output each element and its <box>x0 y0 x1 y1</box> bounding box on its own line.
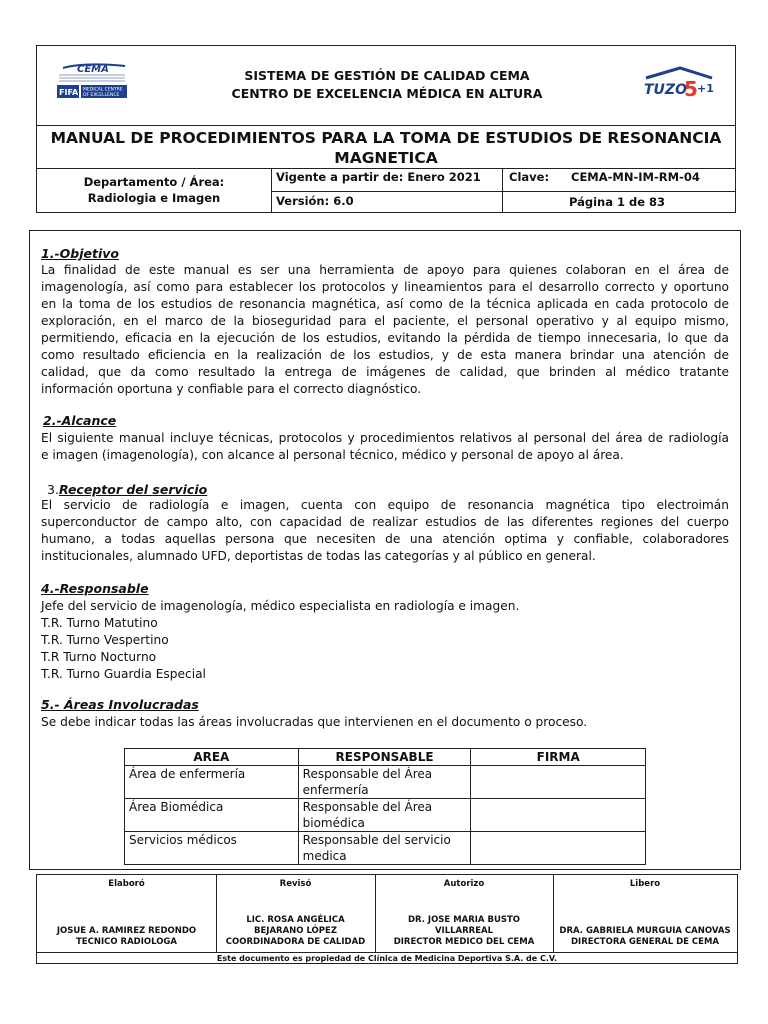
table-row <box>125 832 646 865</box>
column-header: FIRMA <box>471 749 646 766</box>
area-cell: Área Biomédica <box>125 799 299 832</box>
dept-value: Radiologia e Imagen <box>87 191 221 205</box>
signature-footer <box>36 874 738 964</box>
areas-table <box>124 748 646 865</box>
property-notice: Este documento es propiedad de Clínica de Medicina Deportiva S.A. de C.V. <box>37 952 737 965</box>
section-heading-receptor: 3.Receptor del servicio <box>47 482 208 497</box>
org-title: SISTEMA DE GESTIÓN DE CALIDAD CEMA <box>244 68 530 83</box>
area-cell: Área de enfermería <box>125 766 299 799</box>
cema-logo <box>55 60 129 100</box>
receptor-paragraph: El servicio de radiología e imagen, cuenta con equipo de resonancia magnética tipo electroimán superconductor de campo alto, con capacidad de realizar estudios de las diferentes regiones del cuerpo humano, a todas aquellas persona que necesiten de una atención optima y confiable, colaboradores institucionales, alumnado UFD, deportistas de todas las categorías y al público en general. <box>41 498 729 563</box>
clave-value: CEMA-MN-IM-RM-04 <box>571 170 700 184</box>
header-divider <box>271 168 272 212</box>
section-heading-areas: 5.- Áreas Involucradas <box>41 697 199 712</box>
responsable-cell: Responsable del Área enfermería <box>298 766 471 799</box>
footer-col-libero: Libero DRA. GABRIELA MURGUIA CANOVAS DIRECTORA GENERAL DE CEMA <box>559 879 731 947</box>
svg-text:MEDICAL CENTRE: MEDICAL CENTRE <box>83 87 123 93</box>
header-divider <box>37 168 735 169</box>
svg-text:CEMA: CEMA <box>77 64 109 75</box>
vigente-text: Vigente a partir de: Enero 2021 <box>276 170 481 184</box>
org-subtitle: CENTRO DE EXCELENCIA MÉDICA EN ALTURA <box>231 86 543 101</box>
svg-text:+1: +1 <box>697 82 714 95</box>
section-heading-responsable: 4.-Responsable <box>41 581 149 596</box>
areas-intro: Se debe indicar todas las áreas involucradas que intervienen en el documento o proceso. <box>41 715 588 729</box>
svg-text:FIFA: FIFA <box>59 88 79 97</box>
firma-cell[interactable] <box>471 832 646 865</box>
table-header-row <box>125 749 646 766</box>
header-divider <box>271 191 735 192</box>
responsable-cell: Responsable del Área biomédica <box>298 799 471 832</box>
area-cell: Servicios médicos <box>125 832 299 865</box>
firma-cell[interactable] <box>471 766 646 799</box>
version-text: Versión: 6.0 <box>276 194 354 208</box>
responsable-cell: Responsable del servicio medica <box>298 832 471 865</box>
svg-text:OF EXCELLENCE: OF EXCELLENCE <box>83 93 120 98</box>
footer-col-elaboro: Elaboró JOSUE A. RAMIREZ REDONDO TECNICO RADIOLOGA <box>37 875 217 952</box>
responsable-list: Jefe del servicio de imagenología, médico especialista en radiología e imagen. T.R. Turno Matutino T.R. Turno Vespertino T.R Turno Nocturno T.R. Turno Guardia Especial <box>41 599 520 681</box>
section-heading-alcance: 2.-Alcance <box>43 413 117 428</box>
table-row <box>125 766 646 799</box>
column-header: AREA <box>125 749 299 766</box>
manual-title: MANUAL DE PROCEDIMIENTOS PARA LA TOMA DE ESTUDIOS DE RESONANCIA MAGNETICA <box>50 129 722 167</box>
header-divider <box>37 125 735 126</box>
objetivo-paragraph: La finalidad de este manual es ser una herramienta de apoyo para quienes colaboran en el área de imagenología, así como para establecer los protocolos y lineamientos para el desarrollo correcto y oportuno en la toma de los estudios de resonancia magnética, así como de la técnica aplicada en cada protocolo de exploración, en el marco de la bioseguridad para el paciente, el personal operativo y al equipo mismo, permitiendo, eficacia en la ejecución de los estudios, evitando la pérdida de tiempo innecesaria, lo que da como resultado eficiencia en la realización de los estudios, y de esta manera brindar una atención de calidad, que da como resultado la entrega de imágenes de calidad, que brinden al médico tratante información oportuna y confiable para el correcto diagnóstico. <box>41 263 729 396</box>
section-heading-objetivo: 1.-Objetivo <box>41 246 119 261</box>
svg-text:TUZO: TUZO <box>644 82 687 98</box>
document-header <box>36 45 736 213</box>
footer-col-reviso: Revisó LIC. ROSA ANGÉLICA BEJARANO LÓPEZ COORDINADORA DE CALIDAD <box>216 875 376 952</box>
dept-label: Departamento / Área: <box>83 175 225 189</box>
svg-text:5: 5 <box>684 77 698 100</box>
clave-label: Clave: <box>509 170 550 184</box>
firma-cell[interactable] <box>471 799 646 832</box>
page-number: Página 1 de 83 <box>569 195 666 209</box>
tuzos-logo <box>640 64 716 100</box>
column-header: RESPONSABLE <box>298 749 471 766</box>
table-row <box>125 799 646 832</box>
header-divider <box>502 168 503 212</box>
alcance-paragraph: El siguiente manual incluye técnicas, protocolos y procedimientos relativos al personal del área de radiología e imagen (imagenología), con alcance al personal técnico, médico y personal de apoyo al área. <box>41 431 729 462</box>
footer-col-autorizo: Autorizo DR. JOSE MARIA BUSTO VILLARREAL DIRECTOR MEDICO DEL CEMA <box>375 875 554 952</box>
